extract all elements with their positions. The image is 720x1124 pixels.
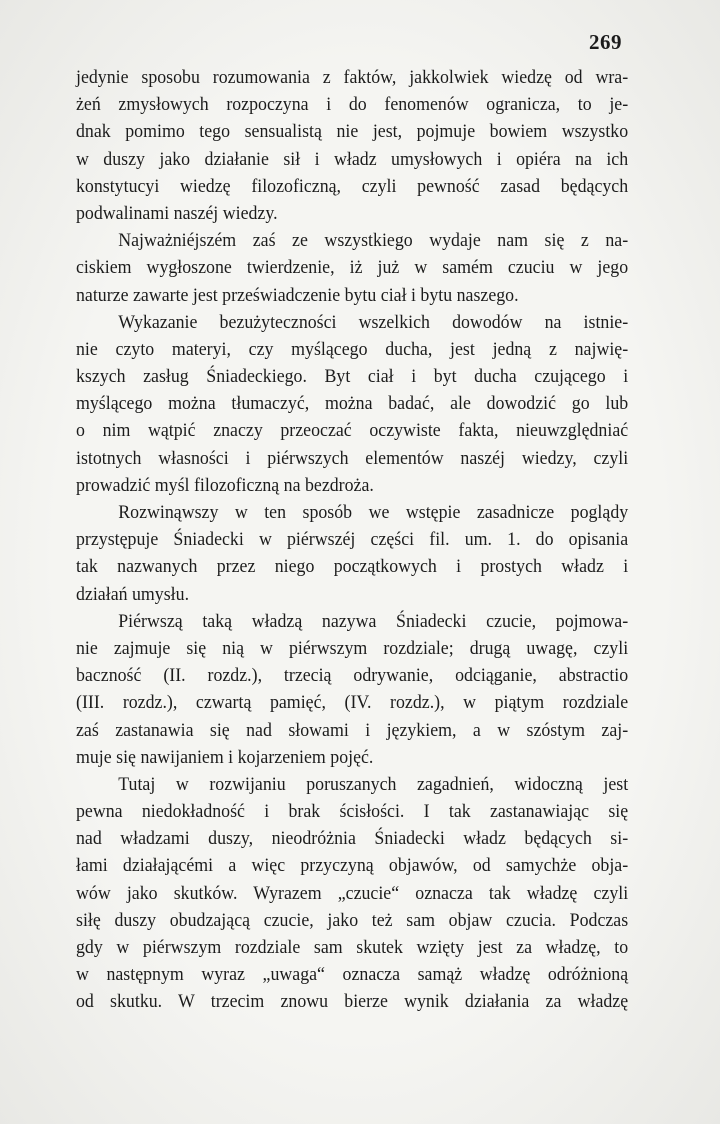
text-line: prowadzić myśl filozoficzną na bezdroża. — [76, 474, 374, 496]
text-line: (III. rozdz.), czwartą pamięć, (IV. rozdz.), w piątym rozdziale — [76, 692, 629, 714]
text-line: o nim wątpić znaczy przeoczać oczywiste fakta, nieuwzględniać — [76, 420, 629, 442]
text-line: w duszy jako działanie sił i władz umysłowych i opiéra na ich — [76, 148, 629, 170]
text-line: istotnych własności i piérwszych elementów naszéj wiedzy, czyli — [76, 447, 629, 469]
text-line: dnak pomimo tego sensualistą nie jest, pojmuje bowiem wszystko — [76, 121, 629, 143]
text-line: Najważniéjszém zaś ze wszystkiego wydaje nam się z na- — [118, 230, 629, 252]
text-line: Piérwszą taką władzą nazywa Śniadecki czucie, pojmowa- — [118, 610, 629, 632]
text-line: przystępuje Śniadecki w piérwszéj części fil. um. 1. do opisania — [76, 529, 629, 551]
text-line: siłę duszy obudzającą czucie, jako też sam objaw czucia. Podczas — [76, 909, 629, 931]
text-line: tak nazwanych przez niego początkowych i prostych władz i — [76, 556, 629, 578]
text-line: jedynie sposobu rozumowania z faktów, jakkolwiek wiedzę od wra- — [76, 67, 629, 88]
text-line: działań umysłu. — [76, 583, 190, 605]
text-line: pewna niedokładność i brak ścisłości. I tak zastanawiając się — [76, 801, 629, 823]
text-line: gdy w piérwszym rozdziale sam skutek wzięty jest za władzę, to — [76, 937, 629, 958]
page-number: 269 — [589, 30, 622, 54]
text-line: zaś zastanawia się nad słowami i językiem, a w szóstym zaj- — [76, 719, 629, 741]
text-line: nie zajmuje się nią w piérwszym rozdziale; drugą uwagę, czyli — [76, 637, 629, 659]
text-line: muje się nawijaniem i kojarzeniem pojęć. — [76, 746, 374, 768]
text-line: baczność (II. rozdz.), trzecią odrywanie, odciąganie, abstractio — [76, 665, 629, 687]
text-line: w następnym wyraz „uwaga“ oznacza samąż władzę odróżnioną — [76, 964, 629, 986]
text-line: myślącego można tłumaczyć, można badać, ale dowodzić go lub — [76, 393, 629, 415]
text-line: konstytucyi wiedzę filozoficzną, czyli pewność zasad będących — [76, 175, 629, 197]
text-line: wów jako skutków. Wyrazem „czucie“ oznacza tak władzę czyli — [76, 882, 629, 904]
text-line: Tutaj w rozwijaniu poruszanych zagadnień, widoczną jest — [118, 773, 629, 795]
text-line: Wykazanie bezużyteczności wszelkich dowodów na istnie- — [118, 311, 629, 333]
text-line: ciskiem wygłoszone twierdzenie, iż już w samém czuciu w jego — [76, 257, 629, 279]
body-text — [76, 64, 628, 1016]
text-line: Rozwinąwszy w ten sposób we wstępie zasadnicze poglądy — [118, 502, 629, 523]
text-line: kszych zasług Śniadeckiego. Byt ciał i byt ducha czującego i — [76, 366, 629, 388]
text-line: łami działającémi a więc przyczyną objawów, od samychże obja- — [76, 855, 629, 877]
text-line: od skutku. W trzecim znowu bierze wynik działania za władzę — [76, 991, 629, 1013]
text-line: nie czyto materyi, czy myślącego ducha, jest jedną z najwię- — [76, 338, 629, 360]
text-line: podwalinami naszéj wiedzy. — [76, 202, 278, 224]
text-line: nad władzami duszy, nieodróżnia Śniadecki władz będących si- — [76, 828, 629, 850]
text-line: naturze zawarte jest przeświadczenie bytu ciał i bytu naszego. — [76, 284, 519, 306]
text-line: żeń zmysłowych rozpoczyna i do fenomenów ogranicza, to je- — [76, 94, 629, 116]
